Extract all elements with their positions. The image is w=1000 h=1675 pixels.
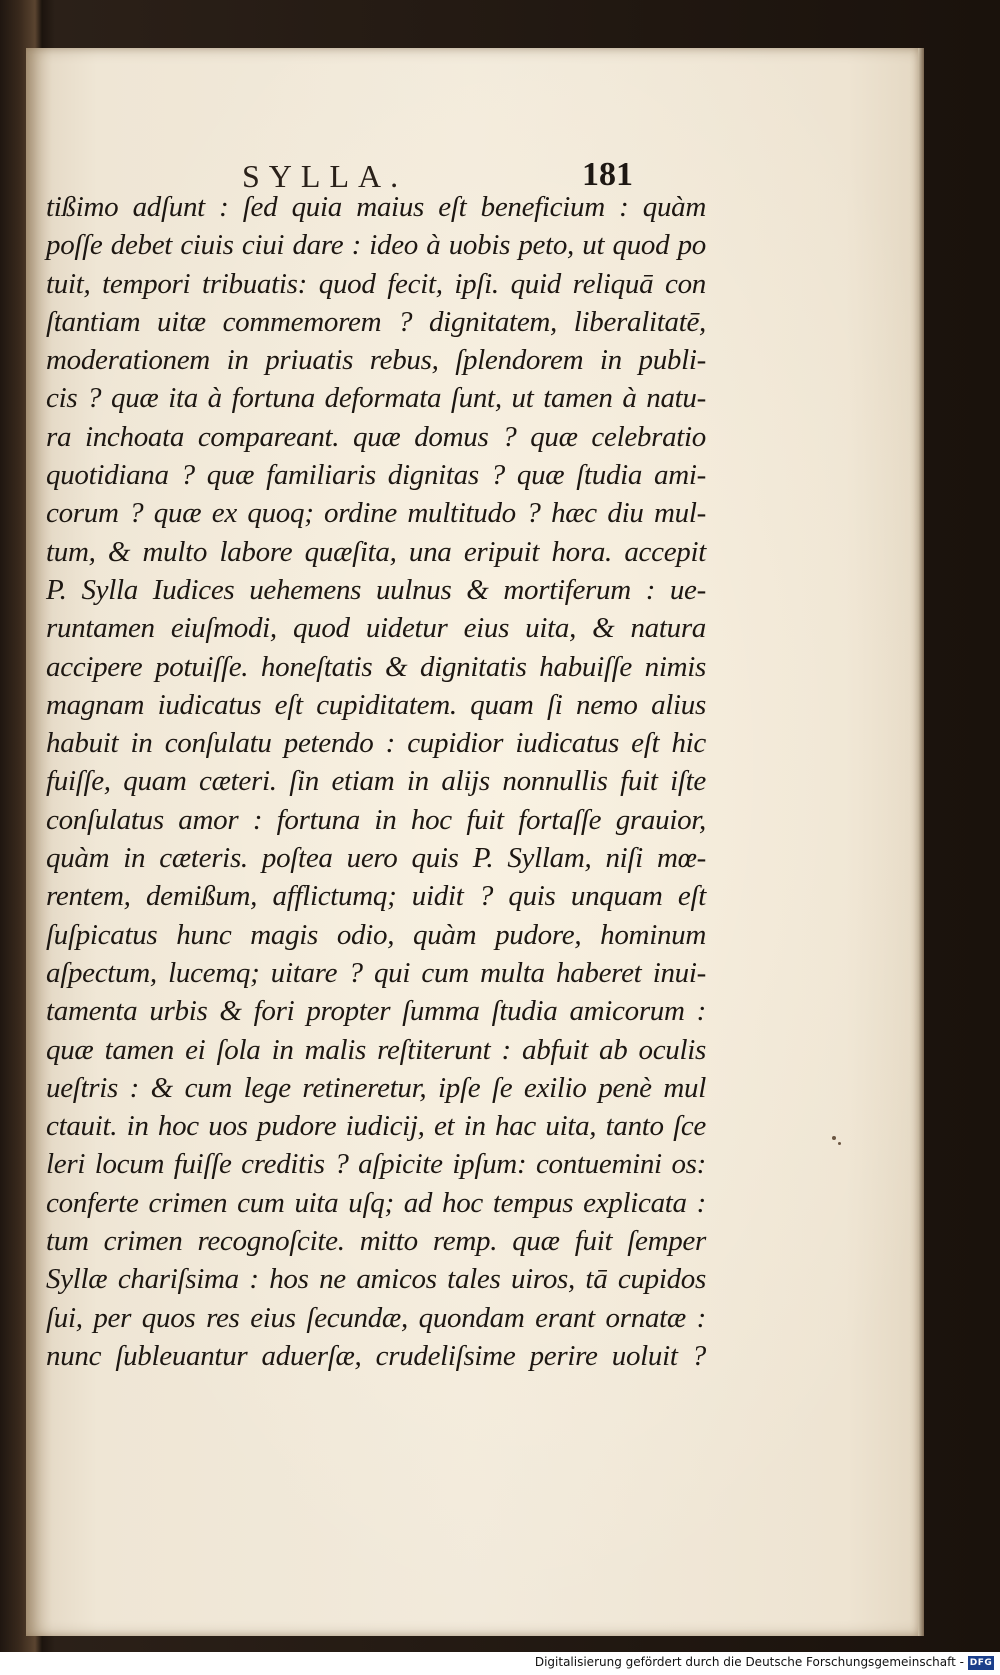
text-line: tum, & multo labore quæſita, una eripuit hora. accepit <box>46 535 706 568</box>
page-edge <box>918 48 924 1636</box>
body-text <box>46 188 706 1375</box>
text-line: quotidiana ? quæ familiaris dignitas ? quæ ſtudia ami- <box>46 459 706 492</box>
text-line: aſpectum, lucemq; uitare ? qui cum multa haberet inui- <box>46 956 706 989</box>
text-line: quàm in cæteris. poſtea uero quis P. Syllam, niſi mœ- <box>46 842 706 875</box>
text-line: fuiſſe, quam cæteri. ſin etiam in alijs nonnullis fuit iſte <box>46 765 706 798</box>
text-line: rentem, demißum, afflictumq; uidit ? quis unquam eſt <box>46 880 706 913</box>
text-line: runtamen eiuſmodi, quod uidetur eius uita, & natura <box>46 612 706 645</box>
text-line: ſui, per quos res eius ſecundæ, quondam erant ornatæ : <box>46 1301 706 1334</box>
text-line: Syllæ chariſsima : hos ne amicos tales uiros, tā cupidos <box>46 1263 706 1296</box>
book-page <box>26 48 918 1636</box>
text-line: tamenta urbis & fori propter ſumma ſtudia amicorum : <box>46 995 706 1028</box>
text-line: conſulatus amor : fortuna in hoc fuit fortaſſe grauior, <box>46 803 706 836</box>
text-line: cis ? quæ ita à fortuna deformata ſunt, ut tamen à natu- <box>46 382 706 415</box>
text-line: habuit in conſulatu petendo : cupidior iudicatus eſt hic <box>46 727 706 760</box>
text-line: conferte crimen cum uita uſq; ad hoc tempus explicata : <box>46 1186 706 1219</box>
text-line: poſſe debet ciuis ciui dare : ideo à uobis peto, ut quod po <box>46 229 706 262</box>
footer-credit: Digitalisierung gefördert durch die Deutsche Forschungsgemeinschaft - <box>534 1655 964 1669</box>
text-line: tißimo adſunt : ſed quia maius eſt beneficium : quàm <box>46 191 706 223</box>
digitization-footer <box>0 1652 1000 1675</box>
ink-speck <box>838 1142 841 1145</box>
text-line: nunc ſubleuantur aduerſæ, crudeliſsime perire uoluit ? <box>46 1339 706 1372</box>
text-line: quæ tamen ei ſola in malis reſtiterunt : abfuit ab oculis <box>46 1033 706 1066</box>
text-line: leri locum fuiſſe creditis ? aſpicite ipſum: contuemini os: <box>46 1148 706 1181</box>
text-line: corum ? quæ ex quoq; ordine multitudo ? hæc diu mul- <box>46 497 706 530</box>
text-line: tum crimen recognoſcite. mitto remp. quæ fuit ſemper <box>46 1225 706 1258</box>
text-line: tuit, tempori tribuatis: quod fecit, ipſi. quid reliquā con <box>46 267 706 300</box>
dfg-logo-icon: DFG <box>969 1658 993 1668</box>
text-line: P. Sylla Iudices uehemens uulnus & mortiferum : ue- <box>46 573 706 606</box>
page-number: 181 <box>582 156 633 193</box>
text-line: ſtantiam uitæ commemorem ? dignitatem, liberalitatē, <box>46 305 706 338</box>
ink-speck <box>832 1136 836 1140</box>
text-line: accipere potuiſſe. honeſtatis & dignitatis habuiſſe nimis <box>46 650 706 683</box>
text-line: magnam iudicatus eſt cupiditatem. quam ſi nemo alius <box>46 688 706 721</box>
text-line: ra inchoata compareant. quæ domus ? quæ celebratio <box>46 420 706 453</box>
text-line: ueſtris : & cum lege retineretur, ipſe ſe exilio penè mul <box>46 1071 706 1104</box>
text-line: ſuſpicatus hunc magis odio, quàm pudore, hominum <box>46 918 706 951</box>
text-line: ctauit. in hoc uos pudore iudicij, et in hac uita, tanto ſce <box>46 1110 706 1143</box>
running-head: SYLLA. <box>242 158 408 194</box>
page-header <box>26 108 918 194</box>
text-line: moderationem in priuatis rebus, ſplendorem in publi- <box>46 344 706 377</box>
